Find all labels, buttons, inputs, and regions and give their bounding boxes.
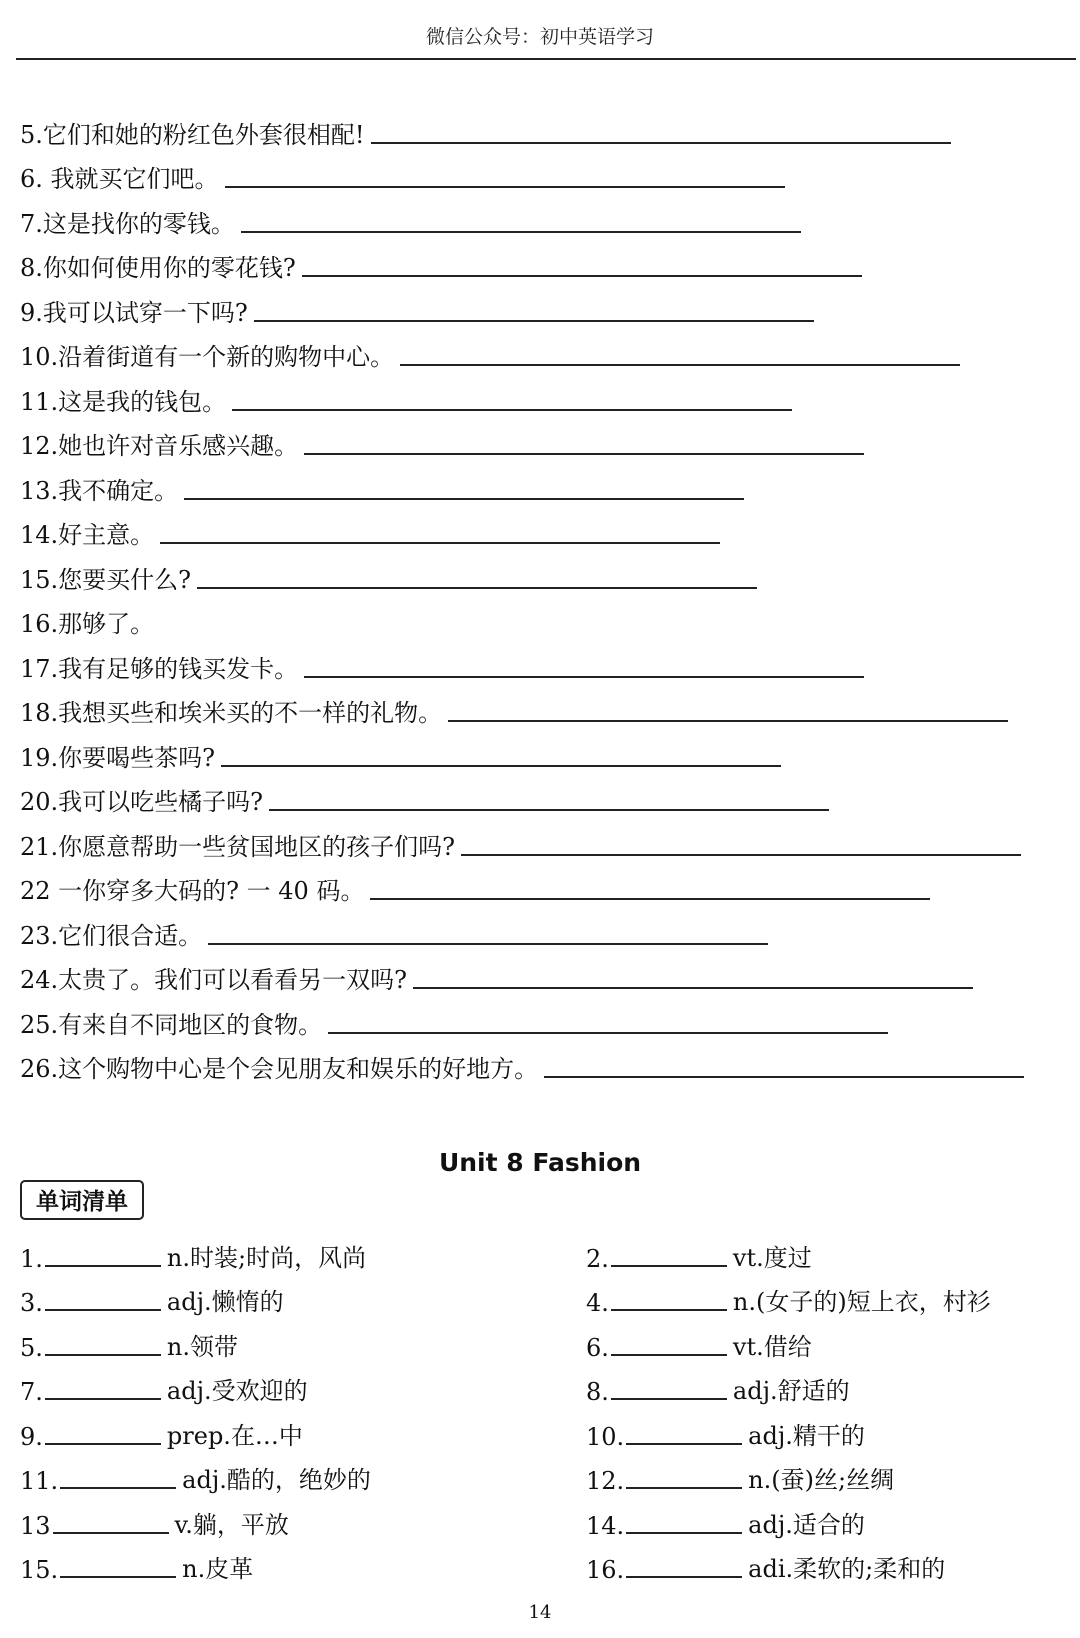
sentence-text: 17.我有足够的钱买发卡。 xyxy=(20,654,299,683)
answer-blank[interactable] xyxy=(269,809,829,811)
sentence-row xyxy=(20,1040,1080,1085)
vocab-item xyxy=(20,1495,560,1540)
answer-blank[interactable] xyxy=(400,364,960,366)
sentence-row xyxy=(20,550,1080,595)
vocab-item xyxy=(586,1317,1066,1362)
vocab-definition: v.躺，平放 xyxy=(174,1510,289,1539)
vocab-blank[interactable] xyxy=(45,1443,161,1445)
vocab-definition: adj.懒惰的 xyxy=(166,1288,284,1316)
vocab-definition: adj.酷的，绝妙的 xyxy=(182,1466,371,1494)
vocab-item xyxy=(20,1317,560,1362)
vocab-number: 9. xyxy=(20,1422,43,1451)
answer-blank[interactable] xyxy=(241,231,801,233)
sentence-row xyxy=(20,239,1080,284)
answer-blank[interactable] xyxy=(302,275,862,277)
vocab-definition: prep.在…中 xyxy=(166,1421,303,1450)
vocab-definition: vt.度过 xyxy=(732,1243,812,1272)
vocab-item xyxy=(20,1406,560,1451)
sentence-text: 10.沿着街道有一个新的购物中心。 xyxy=(20,343,395,371)
sentence-text: 25.有来自不同地区的食物。 xyxy=(20,1010,323,1039)
vocab-definition: vt.借给 xyxy=(732,1332,812,1361)
answer-blank[interactable] xyxy=(461,854,1021,856)
vocab-blank[interactable] xyxy=(611,1354,727,1356)
sentence-row xyxy=(20,906,1080,951)
sentence-text: 13.我不确定。 xyxy=(20,476,179,505)
vocab-number: 5. xyxy=(20,1333,43,1362)
vocab-definition: adj.受欢迎的 xyxy=(166,1377,308,1405)
page-header: 微信公众号：初中英语学习 xyxy=(425,26,654,48)
vocab-blank[interactable] xyxy=(626,1443,742,1445)
sentence-row xyxy=(20,372,1080,417)
sentence-text: 11.这是我的钱包。 xyxy=(20,387,227,416)
vocab-definition: n.皮革 xyxy=(182,1555,254,1583)
sentence-row xyxy=(20,328,1080,373)
sentence-row xyxy=(20,817,1080,862)
answer-blank[interactable] xyxy=(328,1032,888,1034)
vocab-number: 15. xyxy=(20,1556,59,1584)
vocab-list-left xyxy=(20,1228,560,1584)
vocab-definition: n.时装;时尚，风尚 xyxy=(166,1243,367,1272)
vocab-list-right xyxy=(586,1228,1066,1584)
vocab-blank[interactable] xyxy=(60,1576,176,1578)
vocab-number: 16. xyxy=(586,1556,625,1584)
vocab-number: 8. xyxy=(586,1378,609,1406)
sentence-row xyxy=(20,951,1080,996)
sentence-text: 7.这是找你的零钱。 xyxy=(20,209,235,238)
answer-blank[interactable] xyxy=(208,943,768,945)
sentence-text: 6. 我就买它们吧。 xyxy=(20,165,219,193)
sentence-row xyxy=(20,639,1080,684)
sentence-text: 15.您要买什么? xyxy=(20,565,192,594)
vocab-item xyxy=(20,1273,560,1318)
answer-blank[interactable] xyxy=(197,587,757,589)
sentence-text: 21.你愿意帮助一些贫国地区的孩子们吗? xyxy=(20,832,456,861)
sentence-text: 9.我可以试穿一下吗? xyxy=(20,298,248,327)
sentence-text: 12.她也许对音乐感兴趣。 xyxy=(20,432,299,460)
sentence-row xyxy=(20,595,1080,640)
translation-sentences xyxy=(20,105,1080,1084)
sentence-row xyxy=(20,684,1080,729)
vocab-item xyxy=(20,1451,560,1496)
answer-blank[interactable] xyxy=(254,320,814,322)
vocab-item xyxy=(586,1273,1066,1318)
header-divider xyxy=(16,58,1076,60)
sentence-text: 26.这个购物中心是个会见朋友和娱乐的好地方。 xyxy=(20,1055,539,1083)
vocab-item xyxy=(586,1495,1066,1540)
vocab-blank[interactable] xyxy=(45,1354,161,1356)
vocab-item xyxy=(20,1362,560,1407)
vocab-definition: adj.精干的 xyxy=(748,1421,865,1450)
answer-blank[interactable] xyxy=(160,542,720,544)
answer-blank[interactable] xyxy=(544,1076,1024,1078)
answer-blank[interactable] xyxy=(448,720,1008,722)
vocab-number: 11. xyxy=(20,1467,59,1495)
answer-blank[interactable] xyxy=(221,765,781,767)
answer-blank[interactable] xyxy=(413,987,973,989)
vocab-number: 2. xyxy=(586,1244,609,1273)
sentence-row xyxy=(20,283,1080,328)
vocab-blank[interactable] xyxy=(626,1532,742,1534)
vocab-number: 3. xyxy=(20,1289,43,1317)
vocab-item xyxy=(586,1228,1066,1273)
sentence-row xyxy=(20,194,1080,239)
vocab-blank[interactable] xyxy=(53,1532,169,1534)
sentence-text: 23.它们很合适。 xyxy=(20,921,203,950)
answer-blank[interactable] xyxy=(304,453,864,455)
vocab-item xyxy=(20,1228,560,1273)
vocab-blank[interactable] xyxy=(45,1265,161,1267)
vocab-blank[interactable] xyxy=(611,1265,727,1267)
sentence-row xyxy=(20,995,1080,1040)
sentence-row xyxy=(20,417,1080,462)
sentence-text: 20.我可以吃些橘子吗? xyxy=(20,788,264,816)
sentence-row xyxy=(20,728,1080,773)
sentence-text: 24.太贵了。我们可以看看另一双吗? xyxy=(20,966,408,994)
answer-blank[interactable] xyxy=(184,498,744,500)
sentence-row xyxy=(20,461,1080,506)
vocab-definition: adj.适合的 xyxy=(748,1510,865,1539)
vocab-blank[interactable] xyxy=(45,1309,161,1311)
vocab-number: 4. xyxy=(586,1289,609,1317)
sentence-text: 16.那够了。 xyxy=(20,610,155,638)
vocab-blank[interactable] xyxy=(611,1398,727,1400)
sentence-row xyxy=(20,773,1080,818)
vocab-number: 6. xyxy=(586,1333,609,1362)
answer-blank[interactable] xyxy=(232,409,792,411)
sentence-text: 5.它们和她的粉红色外套很相配! xyxy=(20,120,365,149)
vocab-blank[interactable] xyxy=(45,1398,161,1400)
sentence-text: 14.好主意。 xyxy=(20,521,155,549)
vocab-item xyxy=(586,1540,1066,1585)
vocab-item xyxy=(586,1451,1066,1496)
section-label-word-list: 单词清单 xyxy=(20,1180,144,1220)
unit-title: Unit 8 Fashion xyxy=(438,1148,642,1177)
vocab-definition: adi.柔软的;柔和的 xyxy=(748,1555,946,1583)
sentence-text: 18.我想买些和埃米买的不一样的礼物。 xyxy=(20,699,443,727)
page-number: 14 xyxy=(528,1602,552,1623)
sentence-row xyxy=(20,105,1080,150)
sentence-text: 22 一你穿多大码的? 一 40 码。 xyxy=(20,877,365,905)
answer-blank[interactable] xyxy=(370,898,930,900)
vocab-definition: n.领带 xyxy=(166,1332,238,1361)
vocab-blank[interactable] xyxy=(626,1576,742,1578)
vocab-number: 1. xyxy=(20,1244,43,1273)
answer-blank[interactable] xyxy=(304,676,864,678)
vocab-item xyxy=(20,1540,560,1585)
sentence-row xyxy=(20,150,1080,195)
sentence-text: 8.你如何使用你的零花钱? xyxy=(20,254,296,282)
sentence-row xyxy=(20,862,1080,907)
answer-blank[interactable] xyxy=(225,186,785,188)
vocab-blank[interactable] xyxy=(611,1309,727,1311)
vocab-blank[interactable] xyxy=(60,1487,176,1489)
vocab-number: 10. xyxy=(586,1422,625,1451)
vocab-number: 12. xyxy=(586,1467,625,1495)
sentence-text: 19.你要喝些茶吗? xyxy=(20,743,216,772)
vocab-item xyxy=(586,1362,1066,1407)
vocab-number: 13 xyxy=(20,1511,51,1540)
vocab-blank[interactable] xyxy=(626,1487,742,1489)
sentence-row xyxy=(20,506,1080,551)
vocab-number: 7. xyxy=(20,1378,43,1406)
vocab-number: 14. xyxy=(586,1511,625,1540)
vocab-definition: adj.舒适的 xyxy=(732,1377,850,1405)
vocab-definition: n.(蚕)丝;丝绸 xyxy=(748,1466,895,1494)
vocab-item xyxy=(586,1406,1066,1451)
answer-blank[interactable] xyxy=(371,142,951,144)
vocab-definition: n.(女子的)短上衣，村衫 xyxy=(732,1288,991,1316)
